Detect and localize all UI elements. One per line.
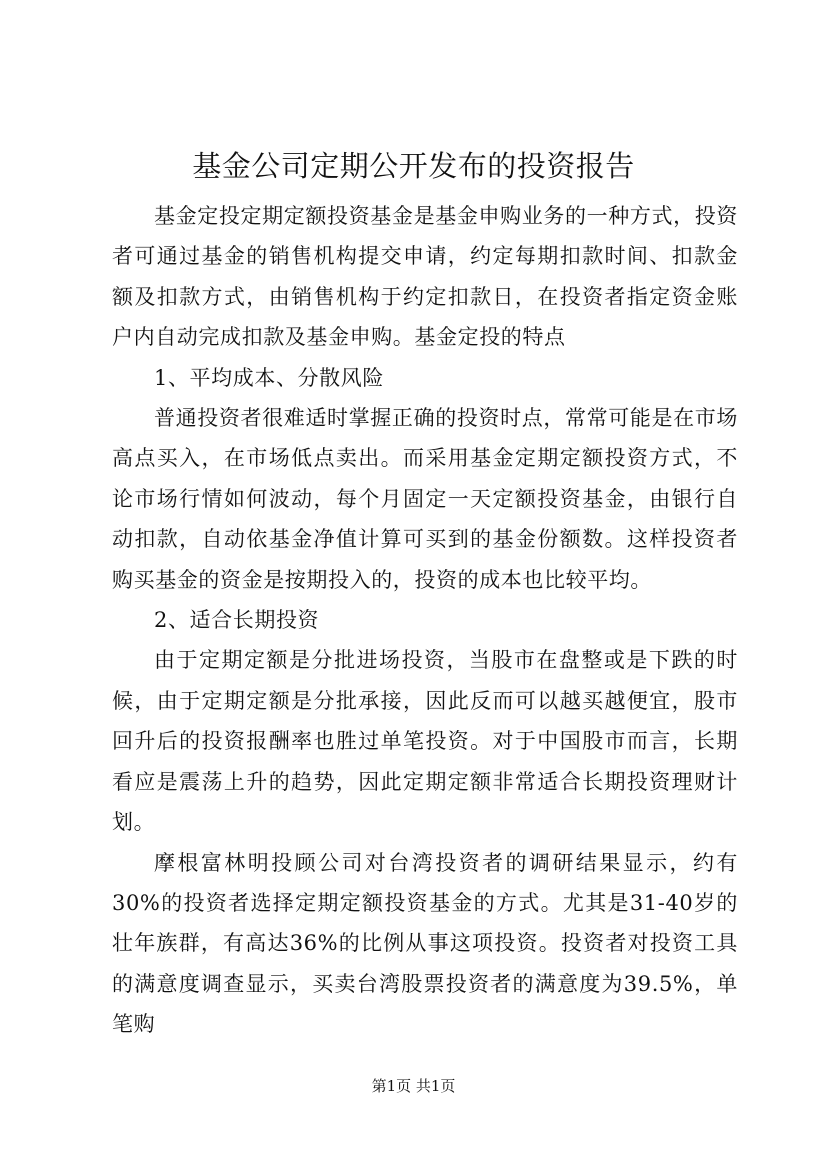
paragraph-section-1: 普通投资者很难适时掌握正确的投资时点，常常可能是在市场高点买入，在市场低点卖出。而采用基金定期定额投资方式，不论市场行情如何波动，每个月固定一天定额投资基金，由银行自动扣款，自动依基金净值计算可买到的基金份额数。这样投资者购买基金的资金是按期投入的，投资的成本也比较平均。 [112,406,738,592]
paragraph-intro: 基金定投定期定额投资基金是基金申购业务的一种方式，投资者可通过基金的销售机构提交申请，约定每期扣款时间、扣款金额及扣款方式，由销售机构于约定扣款日，在投资者指定资金账户内自动完成扣款及基金申购。基金定投的特点 [112,204,738,350]
page-footer: 第1页 共1页 [371,1077,456,1095]
document-body [112,196,738,1045]
paragraph-section-2: 由于定期定额是分批进场投资，当股市在盘整或是下跌的时候，由于定期定额是分批承接，因此反而可以越买越便宜，股市回升后的投资报酬率也胜过单笔投资。对于中国股市而言，长期看应是震荡上升的趋势，因此定期定额非常适合长期投资理财计划。 [112,648,738,835]
document-title: 基金公司定期公开发布的投资报告 [192,149,635,183]
section-heading-1: 1、平均成本、分散风险 [154,365,384,390]
section-heading-2: 2、适合长期投资 [154,608,320,633]
paragraph-survey: 摩根富林明投顾公司对台湾投资者的调研结果显示，约有30%的投资者选择定期定额投资基金的方式。尤其是31-40岁的壮年族群，有高达36%的比例从事这项投资。投资者对投资工具的满意度调查显示，买卖台湾股票投资者的满意度为39.5%，单笔购 [112,850,738,1037]
